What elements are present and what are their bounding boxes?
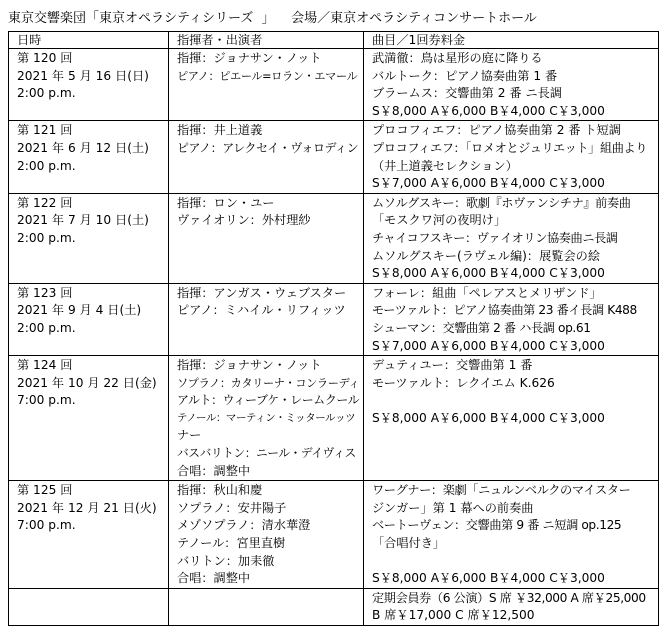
concert-time: 7:00 p.m. — [17, 518, 76, 533]
schedule-table — [8, 31, 659, 626]
program-line: 「モスクワ河の夜明け」 — [372, 213, 507, 228]
performer-line: 指揮：ジョナサン・ノット — [177, 51, 322, 65]
performer-line: テノール：マーティン・ミッタールッツ — [177, 411, 356, 424]
concert-number: 第 125 回 — [17, 483, 73, 498]
performer-line: テノール：宮里直樹 — [177, 536, 286, 551]
program-line: ジンガー」第 1 幕への前奏曲 — [372, 500, 534, 515]
season-ticket-cell — [364, 588, 659, 625]
concert-date: 2021 年 9 月 4 日(土) — [17, 303, 142, 318]
concert-program-cell — [364, 283, 659, 355]
concert-performers-cell — [169, 481, 364, 589]
concert-time: 7:00 p.m. — [17, 393, 76, 408]
concert-time: 2:00 p.m. — [17, 320, 76, 335]
concert-number: 第 124 回 — [17, 358, 73, 373]
performer-line: 指揮：ジョナサン・ノット — [177, 358, 322, 373]
concert-datetime-cell — [9, 193, 169, 283]
concert-date: 2021 年 7 月 10 日(土) — [17, 213, 149, 228]
concert-number: 第 122 回 — [17, 195, 73, 210]
column-header-datetime: 日時 — [9, 32, 169, 49]
performer-line: 合唱：調整中 — [177, 571, 251, 586]
concert-datetime-cell — [9, 356, 169, 481]
program-line: デュティユー：交響曲第 1 番 — [372, 358, 533, 373]
program-line: （井上道義セレクション） — [372, 158, 518, 173]
program-line: プロコフィエフ：ピアノ協奏曲第 2 番 ト短調 — [372, 123, 621, 138]
program-line: モーツァルト：レクイエム K.626 — [372, 375, 555, 390]
performer-line: 指揮：井上道義 — [177, 123, 263, 138]
table-header-row — [9, 32, 659, 49]
ticket-prices: S￥7,000 A￥6,000 B￥4,000 C￥3,000 — [372, 176, 605, 191]
ticket-prices: S￥8,000 A￥6,000 B￥4,000 C￥3,000 — [372, 103, 605, 118]
concert-number: 第 123 回 — [17, 285, 73, 300]
program-line: チャイコフスキー：ヴァイオリン協奏曲ニ長調 — [372, 230, 618, 245]
concert-row — [9, 121, 659, 193]
performer-line: 指揮：ロン・ユー — [177, 195, 275, 210]
spacer — [372, 553, 654, 571]
ticket-prices: S￥8,000 A￥6,000 B￥4,000 C￥3,000 — [372, 266, 605, 281]
performer-line: ピアノ：ミハイル・リフィッツ — [177, 303, 346, 318]
program-line: プロコフィエフ：「ロメオとジュリエット」組曲より — [372, 140, 648, 155]
concert-performers-cell — [169, 121, 364, 193]
program-line: 「合唱付き」 — [372, 536, 446, 551]
column-header-program: 曲目／1回券料金 — [364, 32, 659, 49]
ticket-prices: S￥8,000 A￥6,000 B￥4,000 C￥3,000 — [372, 571, 605, 586]
program-line: フォーレ：組曲「ペレアスとメリザンド」 — [372, 285, 602, 300]
concert-program-cell — [364, 49, 659, 121]
performer-line: ヴァイオリン：外村理紗 — [177, 213, 311, 228]
performer-line: バスバリトン：ニール・デイヴィス — [177, 446, 356, 461]
ticket-prices: S￥7,000 A￥6,000 B￥4,000 C￥3,000 — [372, 338, 605, 353]
program-line: ブラームス：交響曲第 2 番 ニ長調 — [372, 86, 563, 101]
concert-program-cell — [364, 121, 659, 193]
performer-line: 指揮：アンガス・ウェブスター — [177, 285, 347, 300]
column-header-performers: 指揮者・出演者 — [169, 32, 364, 49]
concert-performers-cell — [169, 193, 364, 283]
concert-time: 2:00 p.m. — [17, 230, 76, 245]
concert-program-cell — [364, 193, 659, 283]
program-line: バルトーク：ピアノ協奏曲第 1 番 — [372, 68, 558, 83]
empty-cell — [9, 588, 169, 625]
concert-number: 第 121 回 — [17, 123, 73, 138]
ticket-prices: S￥8,000 A￥6,000 B￥4,000 C￥3,000 — [372, 410, 605, 425]
concert-performers-cell — [169, 283, 364, 355]
performer-line: ピアノ：アレクセイ・ヴォロディン — [177, 140, 359, 155]
concert-datetime-cell — [9, 121, 169, 193]
performer-line: ピアノ：ピエール=ロラン・エマール — [177, 69, 358, 83]
performer-line: アルト：ウィーブケ・レームクール — [177, 393, 360, 408]
concert-row — [9, 193, 659, 283]
concert-time: 2:00 p.m. — [17, 158, 76, 173]
program-line: シューマン：交響曲第 2 番 ハ長調 op.61 — [372, 320, 591, 335]
performer-line: メゾソプラノ：清水華澄 — [177, 518, 311, 533]
empty-cell — [169, 588, 364, 625]
program-line: ワーグナー：楽劇「ニュルンベルクのマイスター — [372, 483, 631, 498]
concert-datetime-cell — [9, 49, 169, 121]
program-line: ムソルグスキー：歌劇『ホヴァンシチナ』前奏曲 — [372, 195, 631, 210]
concert-date: 2021 年 12 月 21 日(火) — [17, 500, 157, 515]
performer-line: 指揮：秋山和慶 — [177, 483, 263, 498]
program-line: ムソルグスキー(ラヴェル編)：展覧会の絵 — [372, 248, 601, 263]
concert-row — [9, 481, 659, 589]
program-line: 武満徹：鳥は星形の庭に降りる — [372, 51, 543, 65]
program-line: モーツァルト：ピアノ協奏曲第 23 番イ長調 K488 — [372, 303, 637, 318]
concert-performers-cell — [169, 356, 364, 481]
concert-date: 2021 年 6 月 12 日(土) — [17, 140, 149, 155]
season-ticket-line: B 席￥17,000 C 席￥12,500 — [372, 608, 535, 623]
concert-row — [9, 283, 659, 355]
concert-program-cell — [364, 481, 659, 589]
concert-number: 第 120 回 — [17, 51, 73, 65]
performer-line: ソプラノ：カタリーナ・コンラーディ — [177, 376, 360, 390]
season-ticket-line: 定期会員券（6 公演）S 席 ￥32,000 A 席￥25,000 — [372, 590, 646, 605]
concert-datetime-cell — [9, 283, 169, 355]
concert-date: 2021 年 10 月 22 日(金) — [17, 375, 157, 390]
concert-datetime-cell — [9, 481, 169, 589]
performer-line: ナー — [177, 428, 202, 443]
performer-line: 合唱：調整中 — [177, 463, 251, 478]
concert-performers-cell — [169, 49, 364, 121]
season-ticket-row — [9, 588, 659, 625]
page-title: 東京交響楽団「東京オペラシティシリーズ 」 会場／東京オペラシティコンサートホール — [8, 11, 537, 26]
concert-date: 2021 年 5 月 16 日(日) — [17, 68, 149, 83]
spacer — [372, 392, 654, 410]
performer-line: バリトン：加耒徹 — [177, 553, 275, 568]
performer-line: ソプラノ：安井陽子 — [177, 500, 287, 515]
concert-time: 2:00 p.m. — [17, 86, 76, 101]
concert-row — [9, 49, 659, 121]
program-line: ベートーヴェン：交響曲第 9 番 ニ短調 op.125 — [372, 518, 622, 533]
concert-program-cell — [364, 356, 659, 481]
concert-row — [9, 356, 659, 481]
